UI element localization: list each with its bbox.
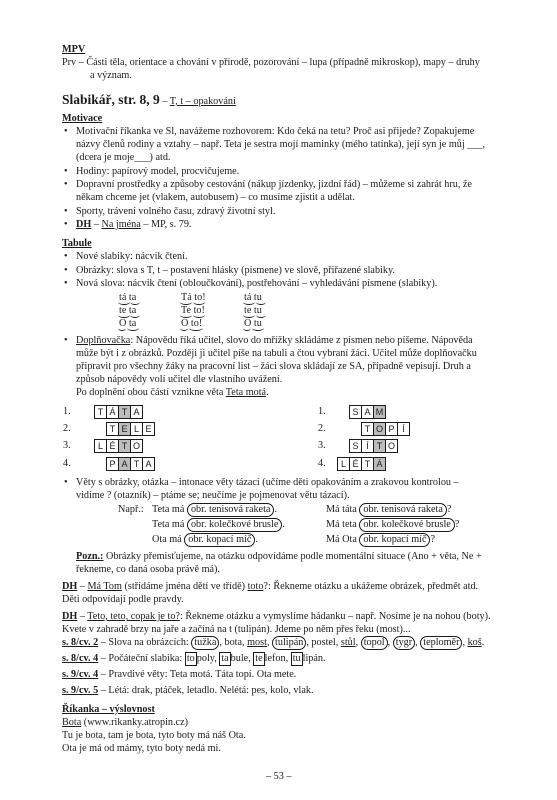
word-circled: tulipán (272, 636, 306, 650)
doplnovacka-text: : Nápovědu říká učitel, slovo do mřížky skládáme z písmen nebo píšeme. Nápověda (130, 335, 473, 346)
picture-placeholder: obr. kolečkové brusle (187, 518, 282, 532)
punctuation: . (266, 387, 269, 398)
grid-cell-highlight: Á (373, 457, 386, 471)
grid-row-number: 2. (318, 423, 326, 434)
grid-row-number: 4. (63, 458, 71, 469)
grid-row-number: 3. (318, 440, 326, 451)
title-separator: – (159, 96, 170, 107)
grid-cell: É (106, 439, 119, 453)
grid-cell: T (361, 457, 374, 471)
grid-cell: P (385, 422, 398, 436)
mpv-heading: MPV (62, 44, 86, 55)
word-circled: teploměr (420, 636, 462, 650)
grid-cell: P (106, 457, 119, 471)
note-line (76, 550, 482, 563)
grid-cell-highlight: O (373, 422, 386, 436)
syllable-arc (130, 299, 140, 305)
exercise-line (62, 668, 296, 681)
grid-cell: Í (397, 422, 410, 436)
tabule-item: • Obrázky: slova s T, t – postavení hlásky (písmene) ve slově, přiřazené slabiky. (76, 264, 395, 277)
doplnovacka-line (76, 386, 269, 399)
syllable-arc (127, 325, 139, 331)
rikanka-verse: Tu je bota, tam je bota, tyto boty má náš Ota. (62, 730, 246, 741)
syllable-arc (189, 325, 203, 331)
sentence-text: Ota má (152, 534, 185, 545)
doplnovacka-label: Doplňovačka (76, 335, 131, 346)
tabule-item: • Nové slabiky: nácvik čtení. (76, 250, 187, 263)
grid-row-number: 4. (318, 458, 326, 469)
rikanka-verse: Ota je má od mámy, tyto boty nedá mi. (62, 743, 221, 754)
word-underlined: most (247, 637, 267, 648)
grid-cell: L (337, 457, 350, 471)
word-circled: tygr (393, 636, 415, 650)
grid-cell: T (130, 457, 143, 471)
lesson-subtitle: T, t – opakování (169, 96, 236, 107)
grid-cell: S (349, 439, 362, 453)
grid-cell-highlight: E (118, 422, 131, 436)
doplnovacka-text: Po doplnění obou částí vznikne věta (76, 387, 226, 398)
dh-text: ?: Řekneme otázku a ukážeme obrázek, předmět atd. (263, 581, 479, 592)
motivace-item: • Hodiny: papírový model, procvičujeme. (76, 165, 239, 178)
syllable-arc (180, 325, 188, 331)
syllable-arc (130, 312, 140, 318)
drill-syllable: Tá to! (181, 292, 206, 303)
punctuation: . (282, 519, 285, 530)
dh-label: DH (76, 219, 92, 230)
grid-cell: L (94, 439, 107, 453)
doplnovacka-line: může být i z obrázků. Později ji učitel píše na tabuli a čtou vybraní žáci. Učitel může doplňovačku (76, 348, 477, 359)
exercise-label: s. 8/cv. 4 (62, 653, 99, 664)
syllable-arc (243, 325, 251, 331)
exercise-line: s. 8/cv. 2 – Slova na obrázcích: tužka , bota, most, tulipán , postel, stůl, topol , tygr , teploměr , koš. (62, 637, 485, 648)
syllable-arc (118, 299, 130, 305)
motivace-item: • Motivační říkanka ve Sl, navážeme rozhovorem: Kdo čeká na tetu? Proč asi přijede? Zopakujeme (76, 125, 474, 138)
rikanka-title: Bota (62, 717, 82, 728)
syllable-arc (252, 325, 264, 331)
dh-text: : Řekneme otázku a vymyslíme hádanku – např. Nosíme je na nohou (boty). (179, 611, 491, 622)
punctuation: ? (446, 504, 452, 515)
grid-cell: S (349, 405, 362, 419)
sentence-text: Má Ota (326, 534, 360, 545)
syllable-box: tu (292, 653, 301, 664)
dh-label: DH (62, 581, 78, 592)
dh-rest: – MP, s. 79. (140, 219, 192, 230)
motivace-heading: Motivace (62, 113, 103, 124)
mpv-line: a význam. (90, 70, 132, 81)
exercise-line: s. 8/cv. 4 – Počáteční slabika: to poly, ta bule, te lefon, tu lipán. (62, 653, 326, 664)
syllable-arc (193, 312, 205, 318)
word-rest: poly (196, 653, 215, 664)
grid-cell: E (142, 422, 155, 436)
drill-syllable: te tu (244, 305, 262, 316)
tabule-item: • Nová slova: nácvik čtení (obloučkování), postřehování – vyhledávání písmene (slabiky). (76, 277, 437, 290)
motivace-item-cont: (dcera je moje___) atd. (76, 152, 171, 163)
example-question (326, 533, 435, 547)
punctuation: ? (454, 519, 460, 530)
separator: – (77, 611, 88, 622)
punctuation: . (255, 534, 258, 545)
doplnovacka-line: způsob nápovědy volí učitel dle vlastního uvážení. (76, 374, 283, 385)
word: bota (224, 637, 243, 648)
grid-cell: T (94, 405, 107, 419)
picture-placeholder: obr. kopací míč (359, 533, 430, 547)
doplnovacka-answer: Teta motá (225, 387, 267, 398)
syllable-arc (180, 299, 192, 305)
mpv-line: Prv – Části těla, orientace a chování v přírodě, pozorování – lupa (případně mikroskop), mapy – druhy (62, 57, 480, 68)
drill-syllable: tá tu (244, 292, 262, 303)
grid-cell-highlight: T (118, 405, 131, 419)
note-line: řekneme, co daná osoba právě má). (76, 564, 220, 575)
dh-link: Na jména (101, 219, 141, 230)
punctuation: . (274, 504, 277, 515)
note-label: Pozn.: (76, 551, 104, 562)
grid-cell: A (130, 405, 143, 419)
exercise-text: – Pravdivé věty: Teta motá. Táta topí. Ota mete. (98, 669, 297, 680)
motivace-item: • Dopravní prostředky a způsoby cestování (nákup jízdenky, jízdní řád) – můžeme si zahrát hru, že (76, 178, 472, 191)
exercise-text: – Počáteční slabika: (98, 653, 185, 664)
grid-cell-highlight: M (373, 405, 386, 419)
exercise-label: s. 9/cv. 5 (62, 685, 99, 696)
grid-cell: Á (106, 405, 119, 419)
doplnovacka-line (76, 334, 473, 347)
picture-placeholder: obr. kolečkové brusle (359, 518, 454, 532)
punctuation: ? (430, 534, 436, 545)
syllable-arc (243, 312, 255, 318)
dh-line: Kvete v zahradě brzy na jaře a začíná na t (tulipán). Jdeme po něm přes řeku (most)... (62, 624, 411, 635)
grid-cell-highlight: T (373, 439, 386, 453)
grid-cell: O (130, 439, 143, 453)
word-circled: topol (361, 636, 388, 650)
syllable-arc (193, 299, 205, 305)
separator: – (77, 581, 88, 592)
motivace-item: • Sporty, trávení volného času, zdravý životní styl. (76, 205, 275, 218)
dh-line (62, 610, 491, 623)
grid-cell: T (106, 422, 119, 436)
drill-syllable: te ta (119, 305, 137, 316)
example-sentence (152, 533, 258, 547)
word-rest: bule (230, 653, 249, 664)
exercise-label: s. 9/cv. 4 (62, 669, 99, 680)
word-rest: lefon (264, 653, 286, 664)
grid-row-number: 1. (318, 406, 326, 417)
syllable-arc (118, 325, 126, 331)
example-sentence (152, 503, 277, 517)
word-underlined: koš (467, 637, 482, 648)
drill-syllable: tá ta (119, 292, 137, 303)
picture-placeholder: obr. tenisová raketa (359, 503, 447, 517)
picture-placeholder: obr. kopací míč (184, 533, 255, 547)
motivace-item-cont: někam chceme jet (vlakem, autobusem) – co musíme zjistit a udělat. (76, 192, 355, 203)
dh-link: Teto, teto, copak je to? (87, 611, 180, 622)
syllable-box: te (255, 653, 263, 664)
dh-link: toto (247, 581, 264, 592)
grid-cell-highlight: T (118, 439, 131, 453)
rikanka-source-text: (www.rikanky.atropin.cz) (81, 717, 188, 728)
sentence-text: Má táta (326, 504, 360, 515)
lesson-title-main: Slabikář, str. 8, 9 (62, 92, 160, 107)
drill-syllable: O tu (244, 318, 262, 329)
vety-line: vidíme ? (otazník) – ptáme se; neučíme je pojmenovat větu tázací). (76, 490, 350, 501)
grid-cell: O (385, 439, 398, 453)
grid-row-number: 3. (63, 440, 71, 451)
example-question (326, 518, 459, 532)
tabule-heading: Tabule (62, 238, 92, 249)
doplnovacka-line: připravit pro všechny žáky na pracovní list – žáci slova skládají ze SA, případně vepisují. Druh a (76, 361, 471, 372)
grid-cell: É (349, 457, 362, 471)
note-text: Obrázky přemisťujeme, na otázku odpovídáme podle momentální situace (Ano + věta, Ne + (103, 551, 482, 562)
rikanka-source (62, 716, 188, 729)
motivace-item-cont: názvy členů rodiny a vztahy – např. Teta je sestra mojí maminky (mého tatínka), její syn je můj ___, (76, 139, 486, 150)
grid-cell-highlight: A (118, 457, 131, 471)
word: postel (311, 637, 336, 648)
dh-label: DH (62, 611, 78, 622)
word-underlined: stůl (340, 637, 356, 648)
exercise-label: s. 8/cv. 2 (62, 637, 99, 648)
word-rest: lipán (302, 653, 323, 664)
drill-syllable: O ta (119, 318, 137, 329)
grid-cell: A (361, 405, 374, 419)
page-number: – 53 – (266, 771, 292, 782)
example-sentence (152, 518, 285, 532)
sentence-text: Teta má (152, 519, 187, 530)
sentence-text: Má teta (326, 519, 360, 530)
syllable-arc (118, 312, 130, 318)
syllable-arc (256, 312, 266, 318)
exercise-line (62, 684, 314, 697)
exercise-text: – Slova na obrázcích: (98, 637, 192, 648)
syllable-arc (243, 299, 255, 305)
sentence-text: Teta má (152, 504, 187, 515)
grid-cell: A (142, 457, 155, 471)
drill-syllable: O to! (181, 318, 203, 329)
dh-line (62, 580, 478, 593)
motivace-item (76, 218, 191, 231)
vety-line: • Věty s obrázky, otázka – intonace věty tázací (učíme děti opakováním a zrakovou kontrolou – (76, 476, 459, 489)
syllable-box: to (186, 653, 195, 664)
grid-cell: Í (361, 439, 374, 453)
exercise-text: – Létá: drak, ptáček, letadlo. Nelétá: pes, kolo, vlak. (98, 685, 314, 696)
syllable-arc (256, 299, 266, 305)
example-question (326, 503, 451, 517)
dh-link: Má Tom (87, 581, 122, 592)
syllable-arc (180, 312, 192, 318)
grid-row-number: 2. (63, 423, 71, 434)
picture-placeholder: obr. tenisová raketa (187, 503, 275, 517)
word-circled: tužka (191, 636, 219, 650)
drill-syllable: Te to! (181, 305, 205, 316)
syllable-box: ta (221, 653, 229, 664)
separator: – (91, 219, 102, 230)
rikanka-heading: Říkanka – výslovnost (62, 704, 155, 715)
grid-cell: T (361, 422, 374, 436)
grid-cell: L (130, 422, 143, 436)
dh-line: Děti odpovídají podle pravdy. (62, 594, 184, 605)
dh-text: (střídáme jména dětí ve třídě) (121, 581, 248, 592)
example-label: Např.: (118, 504, 144, 515)
grid-row-number: 1. (63, 406, 71, 417)
lesson-title (62, 93, 236, 108)
